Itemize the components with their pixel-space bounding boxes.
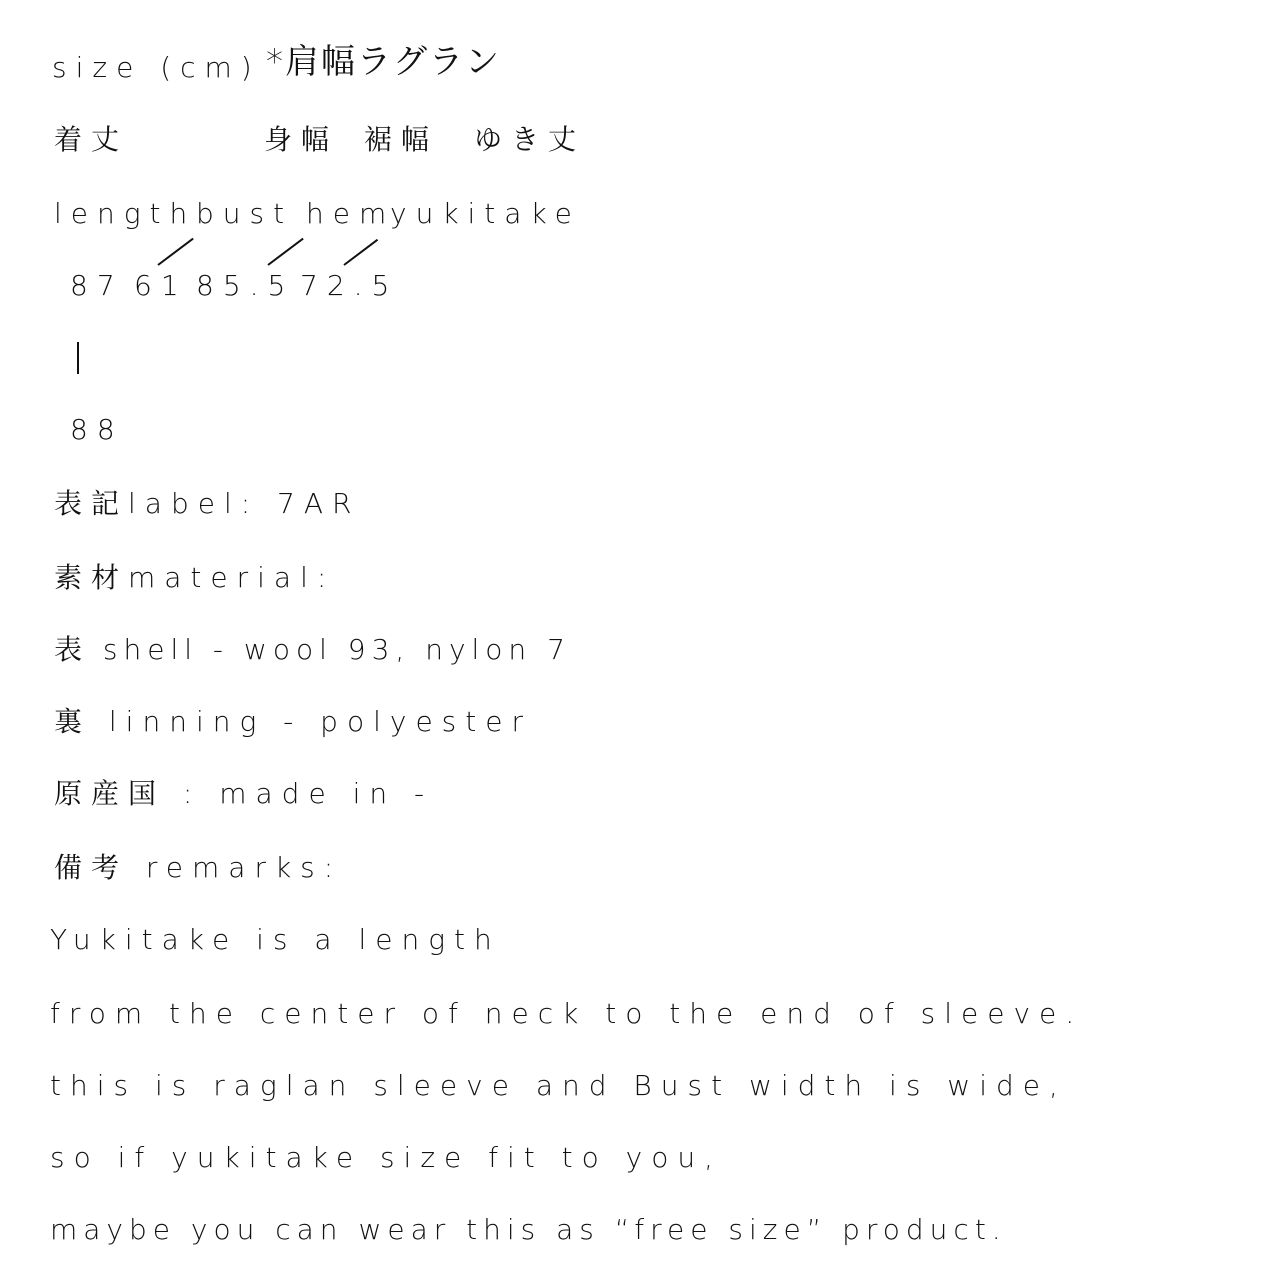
remarks-heading: 備考 remarks:	[54, 851, 343, 884]
jp-header-yukitake: ゆき丈	[474, 123, 586, 156]
value-length: 87	[70, 269, 124, 302]
value-bust: 61	[134, 269, 188, 302]
connector-stroke-bust	[157, 238, 193, 266]
material-heading: 素材material:	[54, 561, 336, 594]
en-header-bust: bust	[196, 197, 294, 230]
remarks-line: so if yukitake size fit to you,	[50, 1141, 723, 1174]
remarks-line: this is raglan sleeve and Bust width is wide,	[50, 1069, 1067, 1102]
lining-material: 裏 linning - polyester	[54, 705, 532, 738]
remarks-line: maybe you can wear this as “free size” product.	[50, 1213, 1007, 1246]
range-bar	[77, 342, 79, 374]
size-unit-label: size (cm)	[52, 51, 261, 84]
connector-stroke-hem	[267, 238, 303, 266]
shoulder-raglan-note: *肩幅ラグラン	[266, 42, 501, 82]
connector-stroke-yukitake	[343, 239, 378, 266]
value-yukitake: 72.5	[300, 269, 399, 302]
jp-header-length: 着丈	[54, 123, 129, 156]
value-hem: 85.5	[196, 269, 295, 302]
shell-material: 表 shell - wool 93, nylon 7	[54, 633, 571, 666]
en-header-yukitake: yukitake	[390, 197, 581, 230]
remarks-line: Yukitake is a length	[50, 923, 501, 956]
size-label-line: 表記label: 7AR	[54, 487, 361, 520]
jp-header-bust: 身幅	[264, 123, 339, 156]
remarks-line: from the center of neck to the end of sleeve.	[50, 997, 1084, 1030]
value-length-alt: 88	[70, 413, 124, 446]
country-of-origin: 原産国 : made in -	[54, 777, 434, 810]
jp-header-hem: 裾幅	[364, 123, 439, 156]
en-header-hem: hem	[306, 197, 396, 230]
en-header-length: length	[54, 197, 197, 230]
